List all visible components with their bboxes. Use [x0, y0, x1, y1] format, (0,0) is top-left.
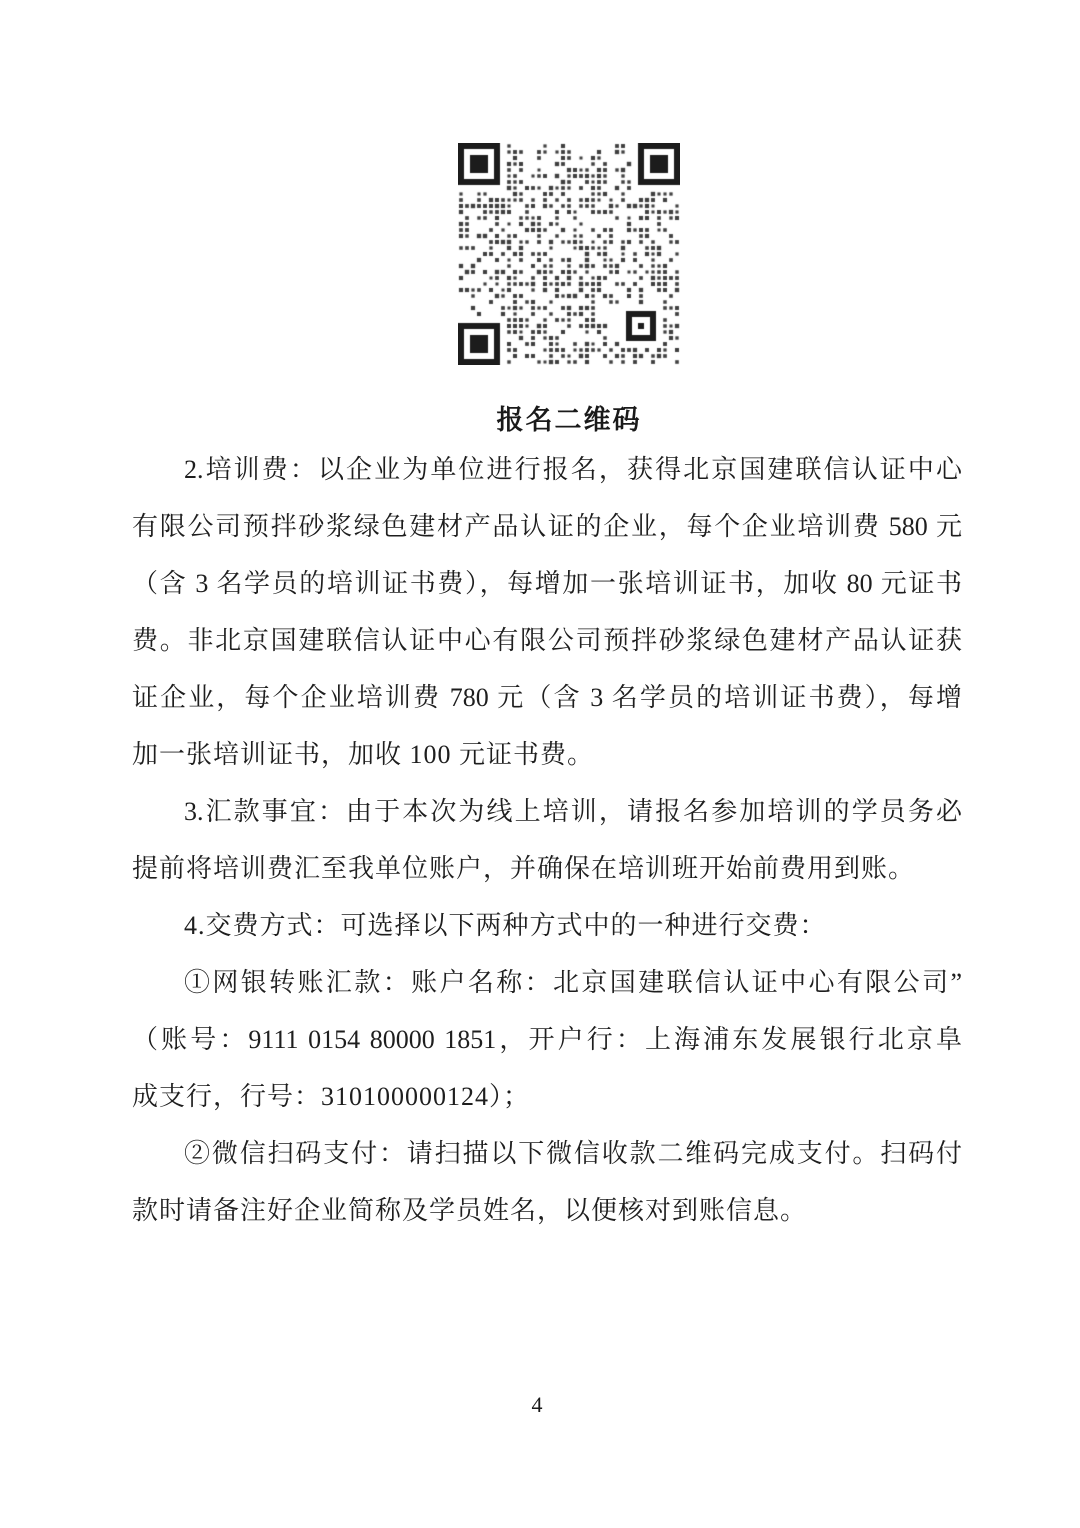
text-line: 4.交费方式：可选择以下两种方式中的一种进行交费：: [184, 911, 827, 940]
text-line: 款时请备注好企业简称及学员姓名，以便核对到账信息。: [132, 1196, 808, 1225]
registration-qr-code: [458, 143, 680, 365]
text-line: 成支行，行号：310100000124）；: [132, 1082, 531, 1111]
text-line: 有限公司预拌砂浆绿色建材产品认证的企业，每个企业培训费 580 元: [132, 512, 962, 541]
text-line: 证企业，每个企业培训费 780 元（含 3 名学员的培训证书费），每增: [132, 683, 962, 712]
text-line: 加一张培训证书，加收 100 元证书费。: [132, 740, 595, 769]
text-line: 3.汇款事宜：由于本次为线上培训，请报名参加培训的学员务必: [184, 797, 962, 826]
text-line: ②微信扫码支付：请扫描以下微信收款二维码完成支付。扫码付: [184, 1139, 962, 1168]
text-line: （含 3 名学员的培训证书费），每增加一张培训证书，加收 80 元证书: [132, 569, 962, 598]
text-line: ①网银转账汇款：账户名称：北京国建联信认证中心有限公司”: [184, 968, 962, 997]
qr-code-image: [458, 143, 680, 365]
body-text: [132, 441, 962, 1239]
text-line: 提前将培训费汇至我单位账户，并确保在培训班开始前费用到账。: [132, 854, 916, 883]
text-line: 2.培训费：以企业为单位进行报名，获得北京国建联信认证中心: [184, 455, 962, 484]
text-line: （账号：9111 0154 80000 1851，开户行：上海浦东发展银行北京阜: [132, 1025, 962, 1054]
page-number: 4: [531, 1392, 543, 1417]
text-line: 费。非北京国建联信认证中心有限公司预拌砂浆绿色建材产品认证获: [132, 626, 962, 655]
qr-caption: 报名二维码: [496, 405, 642, 435]
